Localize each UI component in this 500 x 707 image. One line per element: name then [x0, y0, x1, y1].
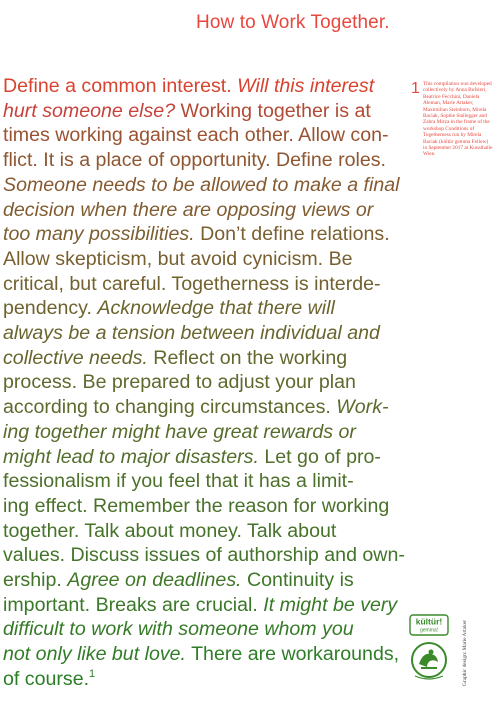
body-text-segment: of course.: [3, 667, 90, 690]
body-text-segment: ing together might have great rewards or: [3, 420, 356, 443]
body-text-segment: Work-: [336, 396, 389, 419]
body-text-segment: together. Talk about money. Talk about: [3, 519, 337, 542]
svg-text:kültür!: kültür!: [415, 616, 443, 627]
body-text-segment: flict. It is a place of opportunity. Define roles.: [3, 149, 386, 172]
body-text-segment: might lead to major disasters.: [3, 445, 259, 468]
body-text-segment: pendency.: [3, 297, 98, 320]
body-text-segment: Working together is at: [175, 99, 371, 122]
body-text-segment: Continuity is: [241, 569, 354, 592]
body-text-segment: times working against each other. Allow con-: [3, 124, 389, 147]
body-text-segment: fessionalism if you feel that it has a limit-: [3, 470, 354, 493]
svg-text:gemma!: gemma!: [419, 627, 439, 634]
body-text-segment: ership.: [3, 569, 68, 592]
design-credit: Graphic design: Marie Artaker: [462, 619, 468, 686]
body-text-segment: difficult to work with someone whom you: [3, 618, 354, 641]
body-text-segment: Someone needs to be allowed to make a final: [3, 173, 400, 196]
body-text-segment: critical, but careful. Togetherness is interde-: [3, 272, 381, 295]
body-text-segment: It might be very: [263, 593, 398, 616]
body-text-segment: Define a common interest.: [3, 75, 238, 97]
body-text-segment: Reflect on the working: [147, 346, 348, 369]
body-text-segment: ing effect. Remember the reason for working: [3, 494, 390, 517]
body-text-segment: important. Breaks are crucial.: [3, 593, 264, 616]
body-text-segment: process. Be prepared to adjust your plan: [3, 371, 356, 394]
body-text-segment: according to changing circumstances.: [3, 396, 337, 419]
kultur-gemma-logo: [409, 613, 449, 637]
body-text-segment: Agree on deadlines.: [67, 569, 242, 592]
body-text-segment: decision when there are opposing views or: [3, 198, 374, 221]
body-text-segment: Will this interest: [237, 75, 375, 97]
footnote-text: This compilation was developed collectively by Anna Bufsleri, Beatrice Fecchini, Daniela Aleman, Marie Artaker, Maximilian Steinborn, Mirela Baciak, Sophie Stallegger and Zahra Mirza in the frame of the workshop Conditions of Togetherness run by Mirela Baciak (kültür gemma Fellow) in September 2017 at Kunsthalle Wien.: [423, 81, 493, 158]
body-text: [3, 74, 403, 692]
body-text-segment: values. Discuss issues of authorship and own-: [3, 544, 405, 567]
body-text-segment: hurt someone else?: [3, 99, 176, 122]
emblem-icon: [409, 640, 449, 682]
body-text-segment: There are workarounds,: [185, 643, 400, 666]
body-text-segment: not only like but love.: [3, 643, 186, 666]
body-text-segment: Acknowledge that there will: [97, 297, 335, 320]
body-text-segment: collective needs.: [3, 346, 148, 369]
body-text-segment: 1: [89, 667, 96, 680]
body-text-segment: too many possibilities.: [3, 223, 195, 246]
body-text-segment: Let go of pro-: [258, 445, 381, 468]
body-text-segment: always be a tension between individual and: [3, 322, 380, 345]
footnote-number: 1: [411, 80, 420, 97]
body-text-segment: Don’t define relations.: [194, 223, 390, 246]
body-text-segment: Allow skepticism, but avoid cynicism. Be: [3, 247, 353, 270]
poster-title: How to Work Together.: [196, 12, 390, 33]
